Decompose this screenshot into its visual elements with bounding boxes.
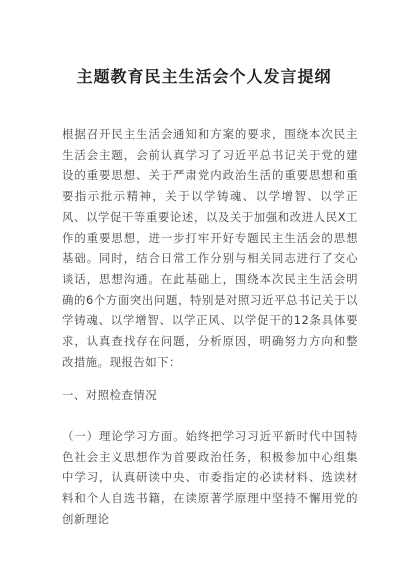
section-paragraph: （一）理论学习方面。始终把学习习近平新时代中国特色社会主义思想作为首要政治任务，积极参加中心组集中学习，认真研读中央、市委指定的必读材料、选读材料和个人自选书籍，在读原著学原理中坚持不懈用党的创新理论 (62, 429, 358, 526)
document-title: 主题教育民主生活会个人发言提纲 (76, 67, 332, 86)
intro-paragraph: 根据召开民主生活会通知和方案的要求，围绕本次民主生活会主题，会前认真学习了习近平总书记关于党的建设的重要思想、关于严肃党内政治生活的重要思想和重要指示批示精神，关于以学铸魂、以学增智、以学正风、以学促干等重要论述，以及关于加强和改进人民X工作的重要思想，进一步打牢开好专题民主生活会的思想基础。同时，结合日常工作分别与相关同志进行了交心谈话，思想沟通。在此基础上，围绕本次民主生活会明确的6个方面突出问题，特别是对照习近平总书记关于以学铸魂、以学增智、以学正风、以学促干的12条具体要求，认真查找存在问题，分析原因，明确努力方向和整改措施。现报告如下： (62, 127, 358, 369)
section-heading: 一、对照检查情况 (62, 388, 158, 402)
